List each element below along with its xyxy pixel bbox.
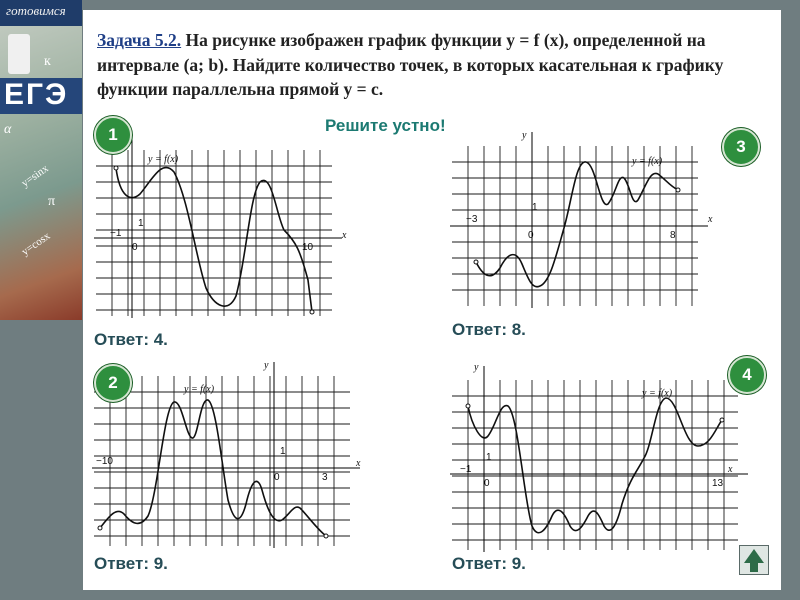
person-icon xyxy=(8,34,30,74)
tick-1d: 10 xyxy=(302,242,314,253)
tick-3d: 8 xyxy=(670,230,676,241)
tick-2c: 0 xyxy=(274,472,280,483)
tick-2b: 1 xyxy=(280,446,286,457)
x-label-2: x xyxy=(356,458,361,469)
tick-3b: 1 xyxy=(532,202,538,213)
answer-4: Ответ: 9. xyxy=(452,554,526,573)
panel-number-4: 4 xyxy=(728,356,766,394)
brand-text: готовимся xyxy=(0,0,82,26)
graph-4 xyxy=(452,362,738,550)
answer-2: Ответ: 9. xyxy=(94,554,168,573)
panel-number-3: 3 xyxy=(722,128,760,166)
exam-logo: ЕГЭ xyxy=(0,78,82,114)
tick-4a: −1 xyxy=(460,464,472,475)
pi-symbol: π xyxy=(48,194,56,209)
graph-3 xyxy=(452,130,713,306)
tick-1c: 0 xyxy=(132,242,138,253)
graph-1 xyxy=(96,150,347,316)
panel-number-1: 1 xyxy=(94,116,132,154)
func-label-3: y = f(x) xyxy=(632,156,663,167)
func-label-2: y = f(x) xyxy=(184,384,215,395)
tick-3c: 0 xyxy=(528,230,534,241)
alpha-symbol: α xyxy=(4,122,12,137)
tick-1a: −1 xyxy=(110,228,122,239)
x-label-1: x xyxy=(342,230,347,241)
y-label-4: y xyxy=(474,362,479,373)
brand-letter: к xyxy=(44,54,51,69)
tick-4d: 13 xyxy=(712,478,724,489)
panel-number-2: 2 xyxy=(94,364,132,402)
answer-3: Ответ: 8. xyxy=(452,320,526,339)
formula-cos: y=cosx xyxy=(19,229,53,259)
task-text: На рисунке изображен график функции y = f (x), определенной на интервале (a; b). Найдите количество точек, в которых касательная к графику функции параллельна прямой y = c. xyxy=(97,30,724,99)
tick-2a: −10 xyxy=(96,456,113,467)
tick-2d: 3 xyxy=(322,472,328,483)
home-nav-icon[interactable] xyxy=(739,545,769,575)
task-label: Задача 5.2. xyxy=(97,30,182,50)
answer-1: Ответ: 4. xyxy=(94,330,168,349)
y-label-3: y xyxy=(522,130,527,141)
func-label-4: y = f(x) xyxy=(642,388,673,399)
x-label-3: x xyxy=(708,214,713,225)
x-label-4: x xyxy=(728,464,733,475)
tick-4b: 1 xyxy=(486,452,492,463)
task-statement xyxy=(97,28,777,102)
tick-1b: 1 xyxy=(138,218,144,229)
formula-sin: y=sinx xyxy=(19,162,51,190)
y-label-2: y xyxy=(264,360,269,371)
tick-3a: −3 xyxy=(466,214,478,225)
func-label-1: y = f(x) xyxy=(148,154,179,165)
tick-4c: 0 xyxy=(484,478,490,489)
graph-2 xyxy=(94,360,361,546)
book-cover-strip xyxy=(0,0,82,320)
oral-hint: Решите устно! xyxy=(325,116,446,135)
